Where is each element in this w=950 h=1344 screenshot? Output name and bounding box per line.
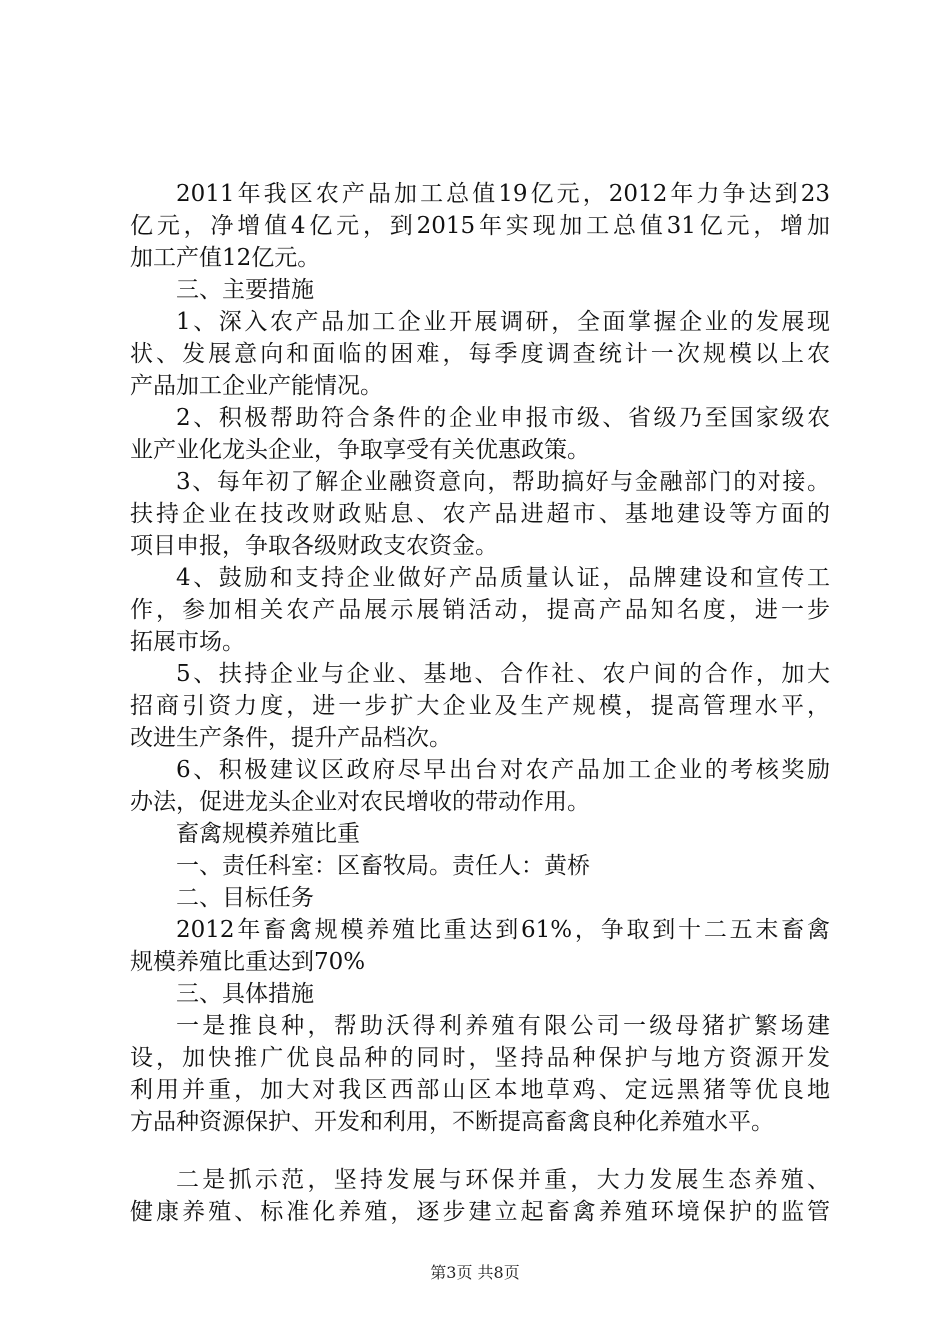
text-line: 产品加工企业产能情况。: [130, 373, 383, 399]
text-line: 改进生产条件，提升产品档次。: [130, 725, 452, 751]
page-footer: 第3页 共8页: [430, 1263, 520, 1282]
text-line: 项目申报，争取各级财政支农资金。: [130, 533, 498, 559]
section-heading: 一、责任科室：区畜牧局。责任人：黄桥: [176, 853, 590, 879]
text-line: 一是推良种，帮助沃得利养殖有限公司一级母猪扩繁场建: [176, 1013, 830, 1039]
text-line: 利用并重，加大对我区西部山区本地草鸡、定远黑猪等优良地: [130, 1077, 830, 1103]
section-heading: 畜禽规模养殖比重: [176, 821, 360, 847]
text-line: 加工产值12亿元。: [130, 245, 321, 271]
text-line: 设，加快推广优良品种的同时，坚持品种保护与地方资源开发: [130, 1045, 830, 1071]
text-line: 方品种资源保护、开发和利用，不断提高畜禽良种化养殖水平。: [130, 1109, 774, 1135]
text-line: 2011年我区农产品加工总值19亿元，2012年力争达到23: [176, 181, 830, 207]
text-line: 5、扶持企业与企业、基地、合作社、农户间的合作，加大: [176, 661, 830, 687]
text-line: 招商引资力度，进一步扩大企业及生产规模，提高管理水平，: [130, 693, 830, 719]
section-heading: 三、具体措施: [176, 981, 314, 1007]
text-line: 6、积极建议区政府尽早出台对农产品加工企业的考核奖励: [176, 757, 830, 783]
text-line: 3、每年初了解企业融资意向，帮助搞好与金融部门的对接。: [176, 469, 830, 495]
text-line: 办法，促进龙头企业对农民增收的带动作用。: [130, 789, 590, 815]
text-line: 业产业化龙头企业，争取享受有关优惠政策。: [130, 437, 590, 463]
text-line: 作，参加相关农产品展示展销活动，提高产品知名度，进一步: [130, 597, 830, 623]
text-line: 状、发展意向和面临的困难，每季度调查统计一次规模以上农: [130, 341, 830, 367]
text-line: 健康养殖、标准化养殖，逐步建立起畜禽养殖环境保护的监管: [130, 1199, 830, 1225]
text-line: 扶持企业在技改财政贴息、农产品进超市、基地建设等方面的: [130, 501, 830, 527]
text-line: 二是抓示范，坚持发展与环保并重，大力发展生态养殖、: [176, 1167, 830, 1193]
text-line: 4、鼓励和支持企业做好产品质量认证，品牌建设和宣传工: [176, 565, 830, 591]
text-line: 2012年畜禽规模养殖比重达到61%，争取到十二五末畜禽: [176, 917, 830, 943]
text-line: 1、深入农产品加工企业开展调研，全面掌握企业的发展现: [176, 309, 830, 335]
text-line: 规模养殖比重达到70%: [130, 949, 366, 975]
section-heading: 二、目标任务: [176, 885, 314, 911]
text-line: 2、积极帮助符合条件的企业申报市级、省级乃至国家级农: [176, 405, 830, 431]
text-line: 亿元，净增值4亿元，到2015年实现加工总值31亿元，增加: [130, 213, 830, 239]
section-heading: 三、主要措施: [176, 277, 314, 303]
text-line: 拓展市场。: [130, 629, 245, 655]
